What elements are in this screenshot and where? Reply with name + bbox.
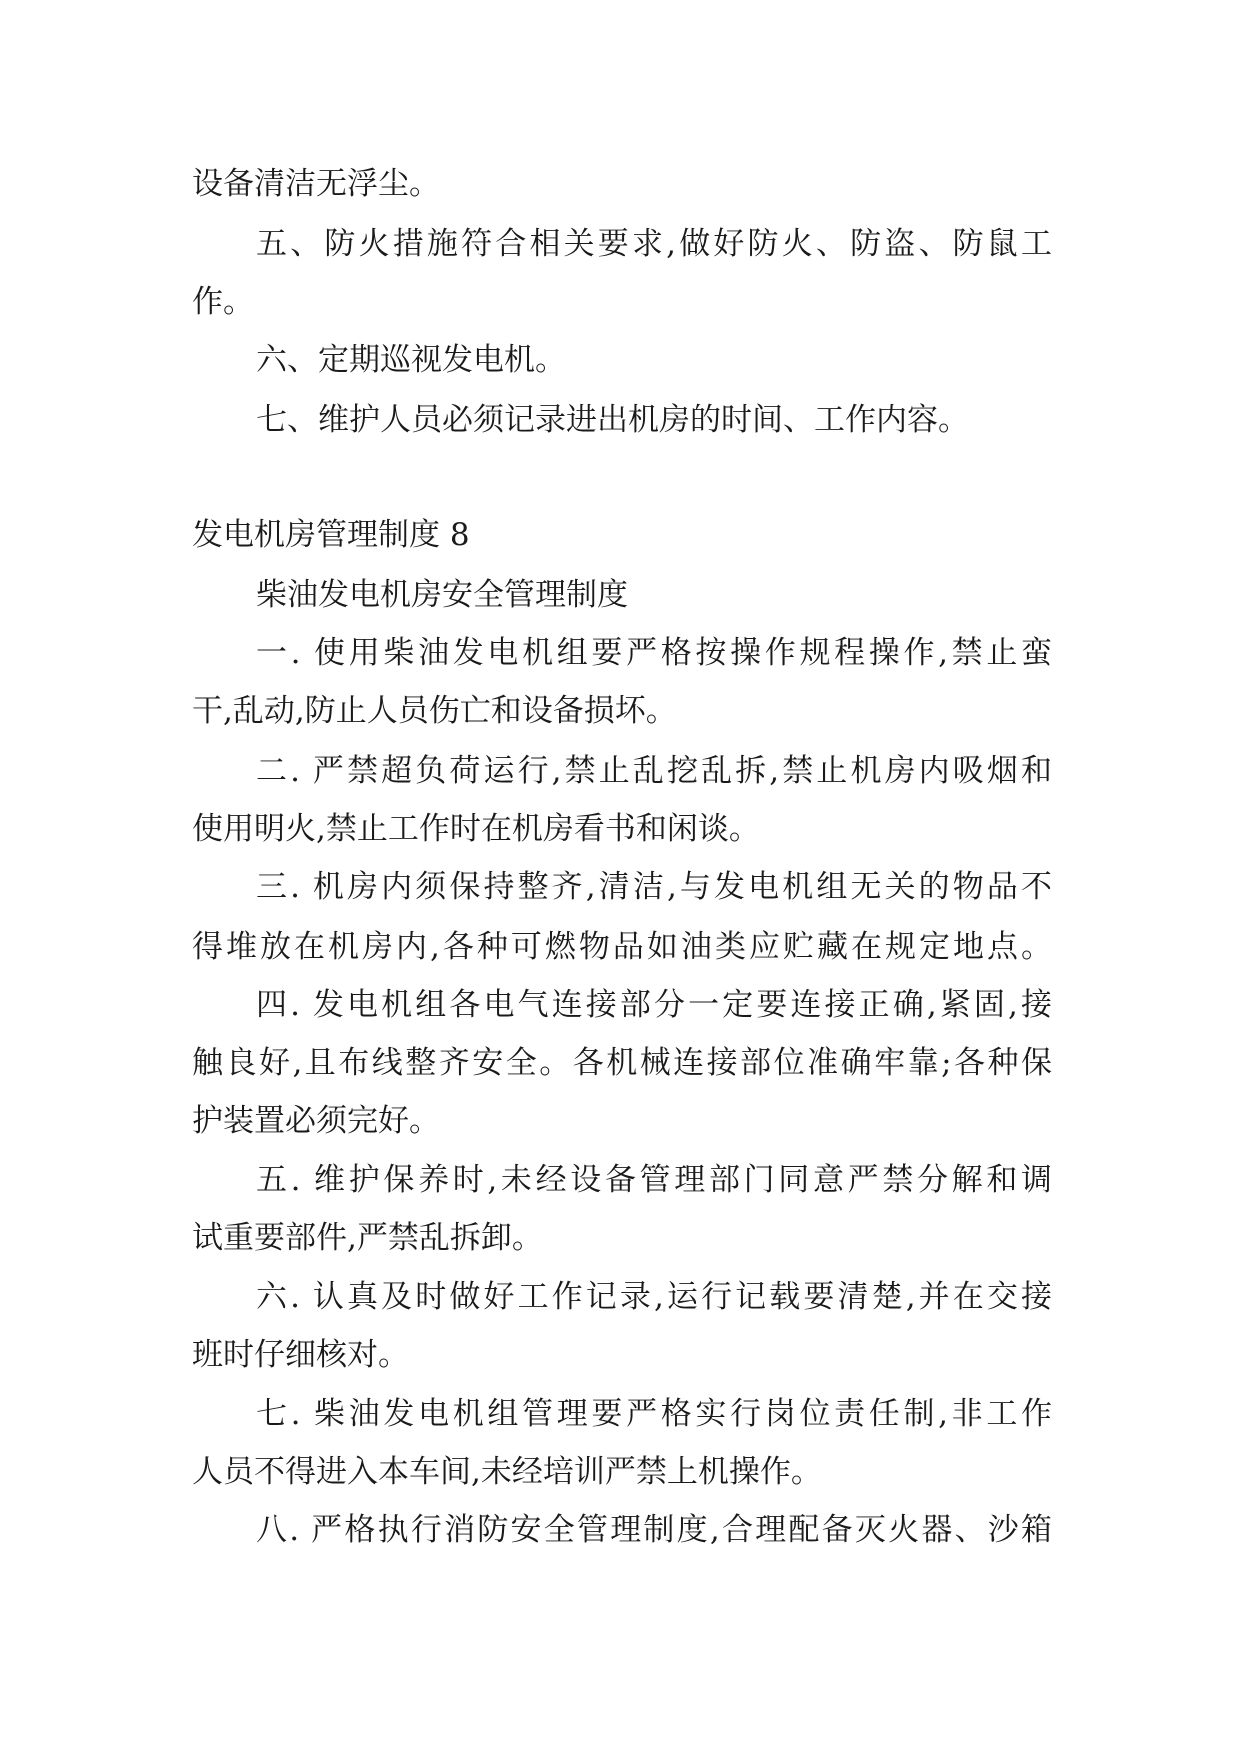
paragraph-line: 作。 <box>192 284 254 320</box>
paragraph-line: 使用明火,禁止工作时在机房看书和闲谈。 <box>192 811 760 847</box>
paragraph-line: 三. 机房内须保持整齐,清洁,与发电机组无关的物品不 <box>256 869 1052 905</box>
paragraph-line: 班时仔细核对。 <box>192 1337 409 1373</box>
paragraph-line: 护装置必须完好。 <box>192 1103 440 1139</box>
paragraph-line: 干,乱动,防止人员伤亡和设备损坏。 <box>192 693 677 729</box>
paragraph-line: 设备清洁无浮尘。 <box>192 166 440 202</box>
paragraph-line: 八. 严格执行消防安全管理制度,合理配备灭火器、沙箱 <box>256 1512 1052 1548</box>
paragraph-line: 五. 维护保养时,未经设备管理部门同意严禁分解和调 <box>256 1162 1052 1198</box>
section-title: 发电机房管理制度 8 <box>192 517 470 553</box>
paragraph-line: 一. 使用柴油发电机组要严格按操作规程操作,禁止蛮 <box>256 635 1052 671</box>
paragraph-line: 触良好,且布线整齐安全。各机械连接部位准确牢靠;各种保 <box>192 1045 1052 1081</box>
paragraph-line: 二. 严禁超负荷运行,禁止乱挖乱拆,禁止机房内吸烟和 <box>256 753 1052 789</box>
paragraph-line: 得堆放在机房内,各种可燃物品如油类应贮藏在规定地点。 <box>192 929 1052 965</box>
paragraph-line: 七. 柴油发电机组管理要严格实行岗位责任制,非工作 <box>256 1396 1052 1432</box>
paragraph-line: 试重要部件,严禁乱拆卸。 <box>192 1220 543 1256</box>
paragraph-line: 四. 发电机组各电气连接部分一定要连接正确,紧固,接 <box>256 987 1052 1023</box>
paragraph-line: 七、维护人员必须记录进出机房的时间、工作内容。 <box>256 402 969 438</box>
paragraph-line: 五、防火措施符合相关要求,做好防火、防盗、防鼠工 <box>256 226 1052 262</box>
document-title: 柴油发电机房安全管理制度 <box>256 577 628 613</box>
paragraph-line: 六、定期巡视发电机。 <box>256 342 566 378</box>
paragraph-line: 人员不得进入本车间,未经培训严禁上机操作。 <box>192 1454 822 1490</box>
paragraph-line: 六. 认真及时做好工作记录,运行记载要清楚,并在交接 <box>256 1279 1052 1315</box>
